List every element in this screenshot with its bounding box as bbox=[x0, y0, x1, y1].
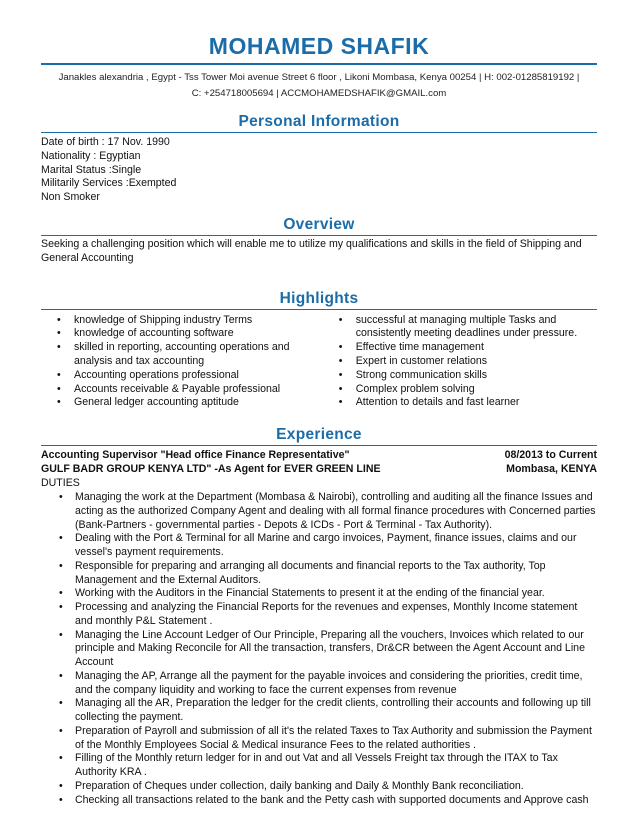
highlight-item: • successful at managing multiple Tasks and consistently meeting deadlines under pressure. bbox=[339, 314, 597, 342]
highlight-item: • Attention to details and fast learner bbox=[339, 396, 597, 410]
duties-label: DUTIES bbox=[41, 477, 80, 490]
highlight-item: • General ledger accounting aptitude bbox=[57, 396, 306, 410]
job-dates: 08/2013 to Current bbox=[504, 449, 597, 462]
duty-item: • Managing the Line Account Ledger of Our Principle, Preparing all the vouchers, Invoices which related to our principle and Making Reconcile for All the transaction, transfers, Dr&CR between the Agent Account and Line Account bbox=[75, 629, 597, 670]
contact-line-2: C: +254718005694 | ACCMOHAMEDSHAFIK@GMAIL.com bbox=[191, 88, 447, 99]
highlight-item: • Complex problem solving bbox=[339, 383, 597, 397]
highlights-section bbox=[41, 290, 597, 411]
duty-item: • Working with the Auditors in the Financial Statements to present it at the ending of the financial year. bbox=[75, 587, 597, 601]
highlight-item: • Expert in customer relations bbox=[339, 355, 597, 369]
highlights-left-list bbox=[41, 314, 306, 411]
job-title: Accounting Supervisor "Head office Finance Representative" bbox=[41, 449, 350, 462]
highlight-item: • Strong communication skills bbox=[339, 369, 597, 383]
duty-item: • Processing and analyzing the Financial Reports for the revenues and expenses, Monthly Income statement and monthly P&L Statement . bbox=[75, 601, 597, 629]
duty-item: • Preparation of Cheques under collection, daily banking and Daily & Monthly Bank reconciliation. bbox=[75, 780, 597, 794]
highlights-right-list bbox=[306, 314, 597, 411]
duty-item: • Preparation of Payroll and submission of all it's the related Taxes to Tax Authority and submission the Payment of the Monthly Employees Social & Medical insurance Fees to the related authorities . bbox=[75, 725, 597, 753]
highlight-item: • Accounting operations professional bbox=[57, 369, 306, 383]
resume-page bbox=[41, 0, 597, 807]
personal-line: Non Smoker bbox=[41, 191, 100, 204]
personal-details bbox=[41, 136, 597, 205]
highlight-item: • knowledge of accounting software bbox=[57, 327, 306, 341]
job-header bbox=[41, 448, 597, 462]
job-location: Mombasa, KENYA bbox=[506, 463, 597, 476]
overview-text: Seeking a challenging position which will enable me to utilize my qualifications and skills in the field of Shipping and General Accounting bbox=[41, 237, 582, 264]
header-divider bbox=[41, 63, 597, 65]
highlight-item: • skilled in reporting, accounting operations and analysis and tax accounting bbox=[57, 341, 306, 369]
personal-section bbox=[41, 113, 597, 205]
highlights-columns bbox=[41, 314, 597, 411]
personal-line: Nationality : Egyptian bbox=[41, 149, 141, 162]
section-divider bbox=[41, 235, 597, 236]
section-title-overview: Overview bbox=[283, 215, 355, 233]
contact-line-1: Janakles alexandria , Egypt - Tss Tower Moi avenue Street 6 floor , Likoni Mombasa, Kenya 00254 | H: 002-01285819192 | bbox=[58, 72, 580, 83]
duty-item: • Managing the AP, Arrange all the payment for the payable invoices and considering the priorities, credit time, and the company liquidity and working to face the current expenses from revenue bbox=[75, 670, 597, 698]
duty-item: • Filling of the Monthly return ledger for in and out Vat and all Vessels Freight tax through the ITAX to Tax Authority KRA . bbox=[75, 752, 597, 780]
duty-item: • Checking all transactions related to the bank and the Petty cash with supported documents and Approve cash bbox=[75, 794, 597, 808]
section-divider bbox=[41, 309, 597, 310]
highlight-item: • knowledge of Shipping industry Terms bbox=[57, 314, 306, 328]
duty-item: • Responsible for preparing and arranging all documents and financial reports to the Tax authority, Top Management and the External Auditors. bbox=[75, 560, 597, 588]
duty-item: • Dealing with the Port & Terminal for all Marine and cargo invoices, Payment, finance issues, claims and our vessel's payment requirements. bbox=[75, 532, 597, 560]
highlight-item: • Effective time management bbox=[339, 341, 597, 355]
job-company-row bbox=[41, 462, 597, 476]
section-title-highlights: Highlights bbox=[279, 289, 359, 307]
duty-item: • Managing the work at the Department (Mombasa & Nairobi), controlling and auditing all the finance Issues and acting as the authorized Company Agent and dealing with all formal finance procedures with Concerned parties (Bank-Partners - governmental parties - Depots & ICDs - Port & Terminal - Tax Authority). bbox=[75, 491, 597, 532]
experience-section bbox=[41, 426, 597, 807]
duties-list bbox=[41, 491, 597, 807]
section-title-personal: Personal Information bbox=[238, 113, 400, 130]
section-divider bbox=[41, 445, 597, 446]
contact-info bbox=[41, 70, 597, 102]
section-title-experience: Experience bbox=[276, 426, 362, 444]
duty-item: • Managing all the AR, Preparation the ledger for the credit clients, controlling their accounts and following up till collecting the payment. bbox=[75, 697, 597, 725]
personal-line: Date of birth : 17 Nov. 1990 bbox=[41, 136, 170, 148]
highlight-item: • Accounts receivable & Payable professional bbox=[57, 383, 306, 397]
overview-section bbox=[41, 216, 597, 266]
personal-line: Marital Status :Single bbox=[41, 163, 142, 176]
company-name: GULF BADR GROUP KENYA LTD" -As Agent for EVER GREEN LINE bbox=[41, 463, 381, 476]
section-divider bbox=[41, 132, 597, 133]
candidate-name: MOHAMED SHAFIK bbox=[208, 33, 430, 59]
personal-line: Militarily Services :Exempted bbox=[41, 177, 177, 190]
